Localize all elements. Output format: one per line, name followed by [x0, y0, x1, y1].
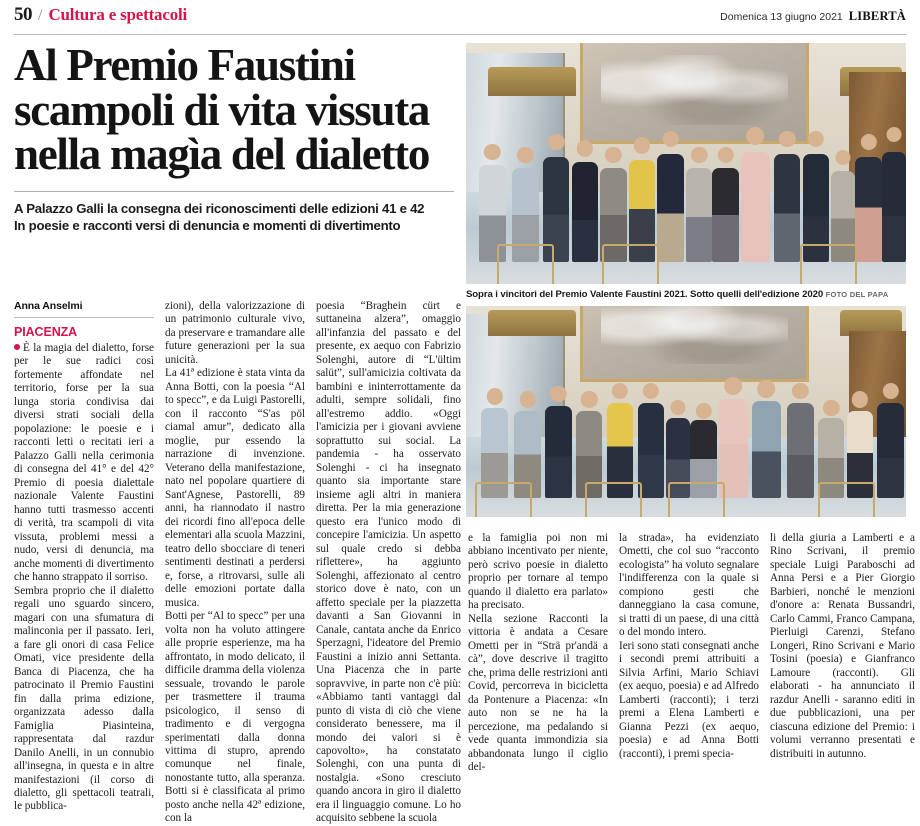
bullet-icon	[14, 344, 20, 350]
paragraph: Botti per “Al to specc” per una volta non ha voluto attingere alle proprie esperienze, ma ha affrontato, in modo delicato, il difficile dramma della violenza sessuale, trovando le parole per trasmettere il trauma psicologico, il senso di tradimento e di vergogna sperimentati dalla donna vittima di stupro, aprendo comunque nel finale, nonostante tutto, alla speranza. Botti si è classificata al primo posto anche nella 42ª edizione, con la	[165, 610, 305, 825]
column-2	[165, 300, 305, 826]
body-text	[14, 342, 154, 814]
paper-name: LIBERTÀ	[848, 9, 906, 23]
paragraph: Ieri sono stati consegnati anche i secondi premi attribuiti a Silvia Arfini, Mario Schiavi (ex aequo, poesia) e ad Alfredo Lamberti (racconti); i terzi premi a Elena Lamberti e Gianna Pezzi (ex aequo, poesia) e ad Anna Botti (racconti), i premi specia-	[619, 639, 759, 760]
body-text	[316, 300, 461, 826]
headline-line-2: scampoli di vita vissuta	[14, 84, 430, 135]
deck-line-2: In poesie e racconti versi di denuncia e momenti di divertimento	[14, 218, 401, 234]
paragraph-text: È la magia del dialetto, forse per le sue radici così fortemente affondate nel territorio, forse per la sua lunga storia condivisa dai diversi strati sociali della popolazione: le poesie e i racconti letti o recitati ieri a Palazzo Galli nella cerimonia di consegna del 41° e del 42° Premio di poesia dialettale nazionale Valente Faustini hanno tutti trasmesso accenti di verità, tra scampoli di vita vissuta, problemi messi a nudo, versi di denuncia, ma anche momenti di divertimento che hanno strappato il sorriso.	[14, 342, 154, 584]
text-columns-right	[468, 300, 915, 775]
body-text	[165, 300, 305, 826]
photo-credit: FOTO DEL PAPA	[825, 290, 889, 299]
paragraph: Sembra proprio che il dialetto regali uno sguardo sincero, magari con una sfumatura di malinconia per il passato. Ieri, a fare gli onori di casa Felice Omati, vice presidente della Banca di Piacenza, che ha patrocinato il Premio Faustini fin dalla prima edizione, organizzata adesso dalla Famiglia Piasinteina, rappresentata dal razdur Danilo Anelli, in un connubio all'insegna, in questa e in altre manifestazioni (il corso di dialetto, gli spettacoli teatrali, le pubblica-	[14, 584, 154, 813]
section-name: Cultura e spettacoli	[48, 5, 188, 24]
photo-spacer	[468, 300, 608, 532]
headline-line-1: Al Premio Faustini	[14, 40, 355, 90]
masthead-left	[14, 4, 187, 26]
article-deck	[14, 200, 454, 235]
body-text	[619, 532, 759, 761]
photo-chairs	[466, 241, 906, 284]
masthead-rule	[14, 34, 906, 35]
page-title	[14, 40, 454, 180]
column-1	[14, 300, 154, 826]
paragraph	[14, 342, 154, 585]
masthead-right	[720, 9, 906, 24]
photo-cornice-left	[488, 67, 576, 96]
byline: Anna Anselmi	[14, 300, 83, 312]
photo-spacer	[619, 300, 759, 532]
column-4	[468, 300, 608, 775]
photo-spacer	[770, 300, 915, 532]
paragraph: li della giuria a Lamberti e a Rino Scrivani, il premio speciale Luigi Paraboschi ad Anna Persi e a Pier Giorgio Barbieri, nonché le menzioni d'onore a: Renata Bussandri, Carlo Cammi, Franco Campana, Pierluigi Carenzi, Stefano Longeri, Rino Scrivani e Mario Tosini (poesia) e Gianfranco Lamoure (racconti). Gli elaborati - ha annunciato il razdur Anelli - saranno editi in due pubblicazioni, una per ciascuna edizione del Premio: i volumi verranno presentati e distribuiti in autunno.	[770, 532, 915, 760]
deck-line-1: A Palazzo Galli la consegna dei riconoscimenti delle edizioni 41 e 42	[14, 200, 425, 216]
paragraph: e la famiglia poi non mi abbiano incentivato per niente, però scrivo poesie in dialetto proprio per tornare al tempo quando il dialetto era parlato» ha precisato.	[468, 532, 608, 612]
text-columns-left	[14, 300, 461, 826]
caption-text: Sopra i vincitori del Premio Valente Faustini 2021. Sotto quelli dell'edizione 2020	[466, 289, 824, 300]
masthead	[14, 0, 906, 32]
paragraph: Nella sezione Racconti la vittoria è andata a Cesare Ometti per in “Strä pr'andä a cà”, dove descrive il tragitto che, prima delle restrizioni anti Covid, percorreva in bicicletta da Pontenure a Piacenza: «In auto non se ne ha la percezione, ma pedalando si vede quanta immondizia sia abbandonata lungo il ciglio del-	[468, 612, 608, 774]
column-6	[770, 300, 915, 775]
column-3	[316, 300, 461, 826]
photo-award-winners-2021	[466, 43, 906, 284]
publication-date: Domenica 13 giugno 2021	[720, 11, 843, 23]
paragraph: La 41ª edizione è stata vinta da Anna Botti, con la poesia “Al to specc”, e da Luigi Pastorelli, con il racconto “S'as pöl ciamal amur”, dedicato alla moglie, pur essendo la narrazione di invenzione. Veterano della manifestazione, nato nel popolare quartiere di Sant'Agnese, Pastorelli, 89 anni, ha riannodato il nastro dei ricordi fino all'epoca delle elementari alla scuola Mazzini, teatro dello sbocciare di teneri sentimenti destinati a perdersi e, forse, a ritrovarsi, sulle ali delle emozioni portate dalla musica.	[165, 367, 305, 609]
headline-line-3: nella magìa del dialetto	[14, 129, 430, 180]
column-5	[619, 300, 759, 775]
page-number: 50	[14, 4, 32, 25]
masthead-separator: /	[38, 7, 43, 24]
paragraph: la strada», ha evidenziato Ometti, che col suo “racconto ecologista” ha voluto segnalare l'indifferenza con la quale si compiono gesti che danneggiano la casa comune, si tratti di un paese, di una città o del mondo intero.	[619, 532, 759, 639]
paragraph: zioni), della valorizzazione di un patrimonio culturale vivo, da preservare e tramandare alle future generazioni per la sua unicità.	[165, 300, 305, 366]
body-text	[770, 532, 915, 761]
body-text	[468, 532, 608, 775]
dateline: PIACENZA	[14, 325, 78, 339]
deck-rule	[14, 191, 454, 192]
paragraph: poesia “Braghein cürt e suttaneina alzera”, omaggio all'infanzia del passato e del presente, ex aequo con Fabrizio Solenghi, autore di “L'ültim salüt”, sull'amicizia coltivata da bambini e ininterrottamente da adulti, sempre solidali, fino all'estremo addio. «Oggi l'amicizia per i giovani avviene soprattutto sui social. La pandemia - ha osservato Solenghi - ci ha insegnato quanto sia importante stare insieme agli altri in maniera diretta. Per la mia generazione questo era l'unico modo di concepire l'amicizia. Un aspetto sul quale credo si debba riflettere», ha aggiunto Solenghi, affezionato al centro storico dove è nato, con un affetto speciale per la piazzetta davanti a San Giovanni in Canale, cantata anche da Enrico Sperzagni, l'ideatore del Premio Faustini a inizio anni Settanta. Una Piacenza che in parte sopravvive, in parte non c'è più: «Abbiamo tanti vantaggi dal punto di vista di ciò che viene considerato benessere, ma il mondo dei valori si è capovolto», ha constatato Solenghi, con una punta di nostalgia. «Sono cresciuto quando ancora in giro il dialetto era il linguaggio comune. Lo ho acquisito sebbene la scuola	[316, 300, 461, 825]
byline-rule	[14, 317, 154, 318]
